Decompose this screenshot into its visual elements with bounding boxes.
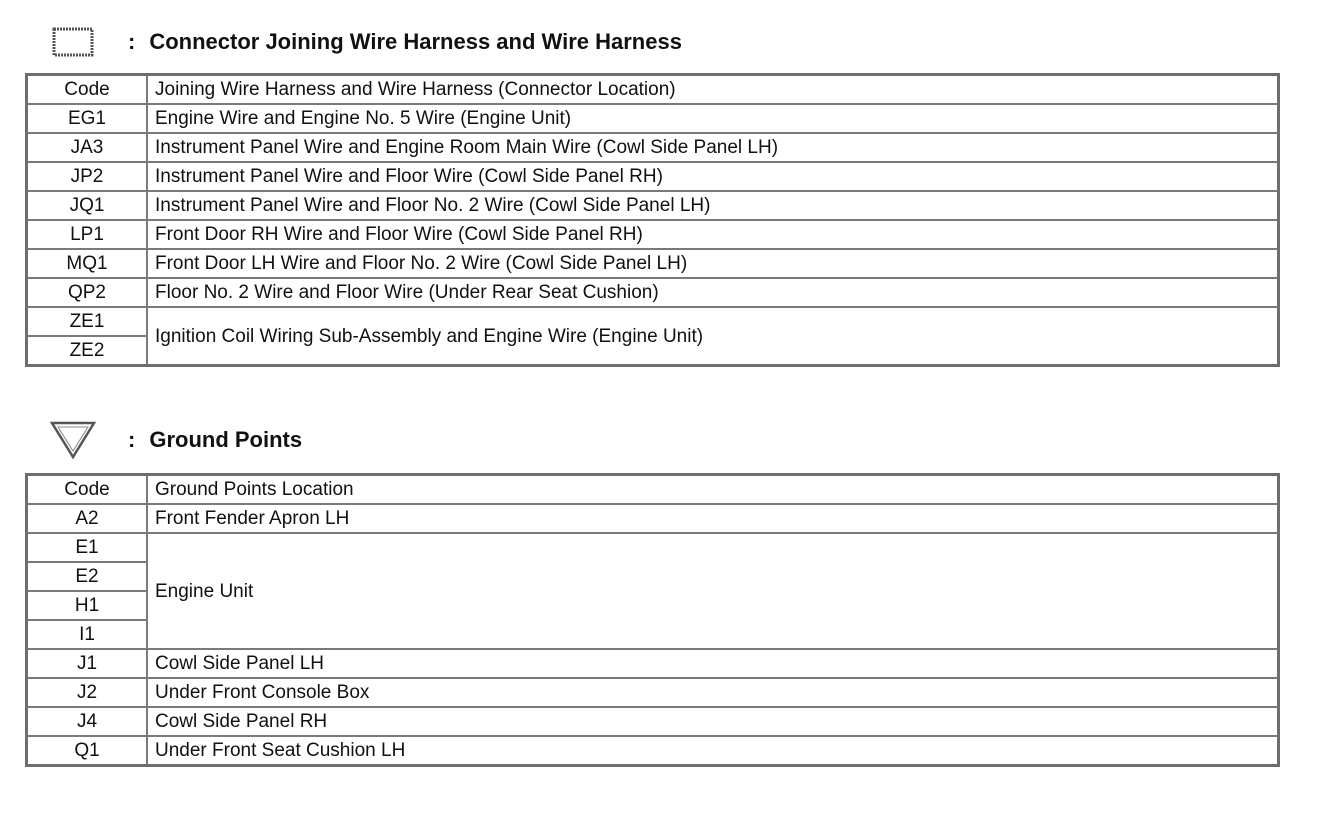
ground-triangle-icon (48, 420, 98, 460)
table-row (27, 504, 1279, 533)
code-cell: E1 (27, 533, 148, 562)
table-row (27, 162, 1279, 191)
location-column-header: Ground Points Location (147, 475, 1279, 505)
code-cell: ZE1 (27, 307, 148, 336)
description-cell: Front Door RH Wire and Floor Wire (Cowl Side Panel RH) (147, 220, 1279, 249)
table-row (27, 191, 1279, 220)
description-cell: Engine Wire and Engine No. 5 Wire (Engine Unit) (147, 104, 1279, 133)
ground-section-title: Ground Points (149, 427, 303, 452)
code-cell: Q1 (27, 736, 148, 766)
ground-section-header (48, 420, 302, 460)
description-cell: Front Door LH Wire and Floor No. 2 Wire (Cowl Side Panel LH) (147, 249, 1279, 278)
section-colon: : (128, 29, 136, 54)
code-column-header: Code (27, 475, 148, 505)
description-cell: Engine Unit (147, 533, 1279, 649)
description-cell: Cowl Side Panel LH (147, 649, 1279, 678)
code-cell: H1 (27, 591, 148, 620)
code-column-header: Code (27, 75, 148, 105)
code-cell: MQ1 (27, 249, 148, 278)
code-cell: J4 (27, 707, 148, 736)
code-cell: QP2 (27, 278, 148, 307)
table-row (27, 278, 1279, 307)
table-row (27, 220, 1279, 249)
description-cell: Instrument Panel Wire and Engine Room Main Wire (Cowl Side Panel LH) (147, 133, 1279, 162)
code-cell: J1 (27, 649, 148, 678)
code-cell: I1 (27, 620, 148, 649)
description-cell: Floor No. 2 Wire and Floor Wire (Under Rear Seat Cushion) (147, 278, 1279, 307)
code-cell: LP1 (27, 220, 148, 249)
table-row (27, 104, 1279, 133)
code-cell: JQ1 (27, 191, 148, 220)
table-row (27, 678, 1279, 707)
description-cell: Under Front Console Box (147, 678, 1279, 707)
table-header-row (27, 475, 1279, 505)
table-row (27, 133, 1279, 162)
connector-table (25, 73, 1280, 367)
code-cell: JA3 (27, 133, 148, 162)
description-cell: Ignition Coil Wiring Sub-Assembly and Engine Wire (Engine Unit) (147, 307, 1279, 366)
code-cell: EG1 (27, 104, 148, 133)
table-row (27, 649, 1279, 678)
table-row (27, 249, 1279, 278)
description-cell: Under Front Seat Cushion LH (147, 736, 1279, 766)
table-header-row (27, 75, 1279, 105)
code-cell: J2 (27, 678, 148, 707)
table-row (27, 707, 1279, 736)
description-cell: Front Fender Apron LH (147, 504, 1279, 533)
ground-points-table (25, 473, 1280, 767)
connector-section-title: Connector Joining Wire Harness and Wire Harness (149, 29, 682, 54)
code-cell: A2 (27, 504, 148, 533)
connector-section-header (48, 22, 682, 62)
code-cell: JP2 (27, 162, 148, 191)
code-cell: ZE2 (27, 336, 148, 366)
table-row (27, 533, 1279, 562)
table-row (27, 307, 1279, 336)
description-cell: Instrument Panel Wire and Floor No. 2 Wire (Cowl Side Panel LH) (147, 191, 1279, 220)
description-cell: Instrument Panel Wire and Floor Wire (Cowl Side Panel RH) (147, 162, 1279, 191)
section-colon: : (128, 427, 136, 452)
table-row (27, 736, 1279, 766)
description-cell: Cowl Side Panel RH (147, 707, 1279, 736)
code-cell: E2 (27, 562, 148, 591)
location-column-header: Joining Wire Harness and Wire Harness (Connector Location) (147, 75, 1279, 105)
connector-box-icon (48, 22, 98, 62)
